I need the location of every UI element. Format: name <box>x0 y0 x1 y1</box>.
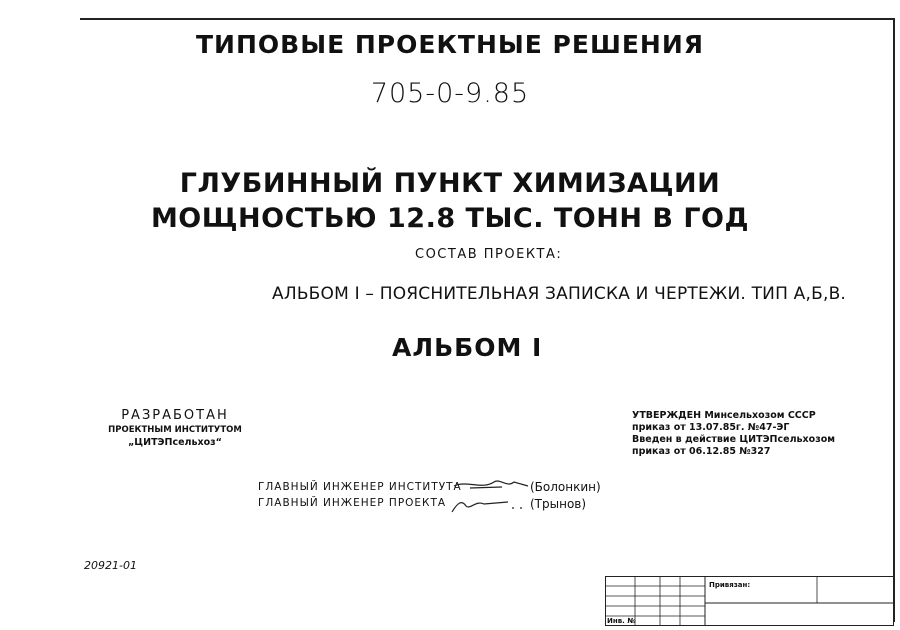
approval-line4: приказ от 06.12.85 №327 <box>632 446 771 457</box>
chief-engineer-project-role: ГЛАВНЫЙ ИНЖЕНЕР ПРОЕКТА <box>258 497 447 509</box>
signature-institute <box>452 476 530 492</box>
developer-institute: „ЦИТЭПсельхоз“ <box>128 437 222 448</box>
album-description: АЛЬБОМ I – ПОЯСНИТЕЛЬНАЯ ЗАПИСКА И ЧЕРТЕЖИ. ТИП А,Б,В. <box>272 284 847 304</box>
stamp-bound-label: Привязан: <box>709 581 751 589</box>
series-title: ТИПОВЫЕ ПРОЕКТНЫЕ РЕШЕНИЯ <box>195 30 705 59</box>
document-number: 20921-01 <box>84 559 137 572</box>
title-stamp <box>605 576 894 626</box>
stamp-inv-label: Инв. № <box>607 617 636 625</box>
approval-line2: приказ от 13.07.85г. №47-ЭГ <box>632 422 790 433</box>
approval-block <box>632 410 835 458</box>
project-title-line2: МОЩНОСТЬЮ 12.8 ТЫС. ТОНН В ГОД <box>150 203 750 234</box>
signature-project <box>448 496 528 516</box>
developer-block <box>100 408 250 448</box>
developer-line2: ПРОЕКТНЫМ ИНСТИТУТОМ <box>108 425 242 435</box>
chief-engineer-institute-role: ГЛАВНЫЙ ИНЖЕНЕР ИНСТИТУТА <box>258 481 462 493</box>
project-title-line1: ГЛУБИННЫЙ ПУНКТ ХИМИЗАЦИИ <box>179 168 721 199</box>
approval-line1: УТВЕРЖДЕН Минсельхозом СССР <box>632 410 816 421</box>
chief-engineer-project-name: (Трынов) <box>530 497 587 511</box>
album-title: АЛЬБОМ I <box>392 333 543 362</box>
composition-label: СОСТАВ ПРОЕКТА: <box>415 247 563 262</box>
developer-label: РАЗРАБОТАН <box>121 408 229 423</box>
chief-engineer-institute-name: (Болонкин) <box>530 480 601 494</box>
project-code: 705-0-9.85 <box>370 78 530 109</box>
approval-line3: Введен в действие ЦИТЭПсельхозом <box>632 434 836 445</box>
